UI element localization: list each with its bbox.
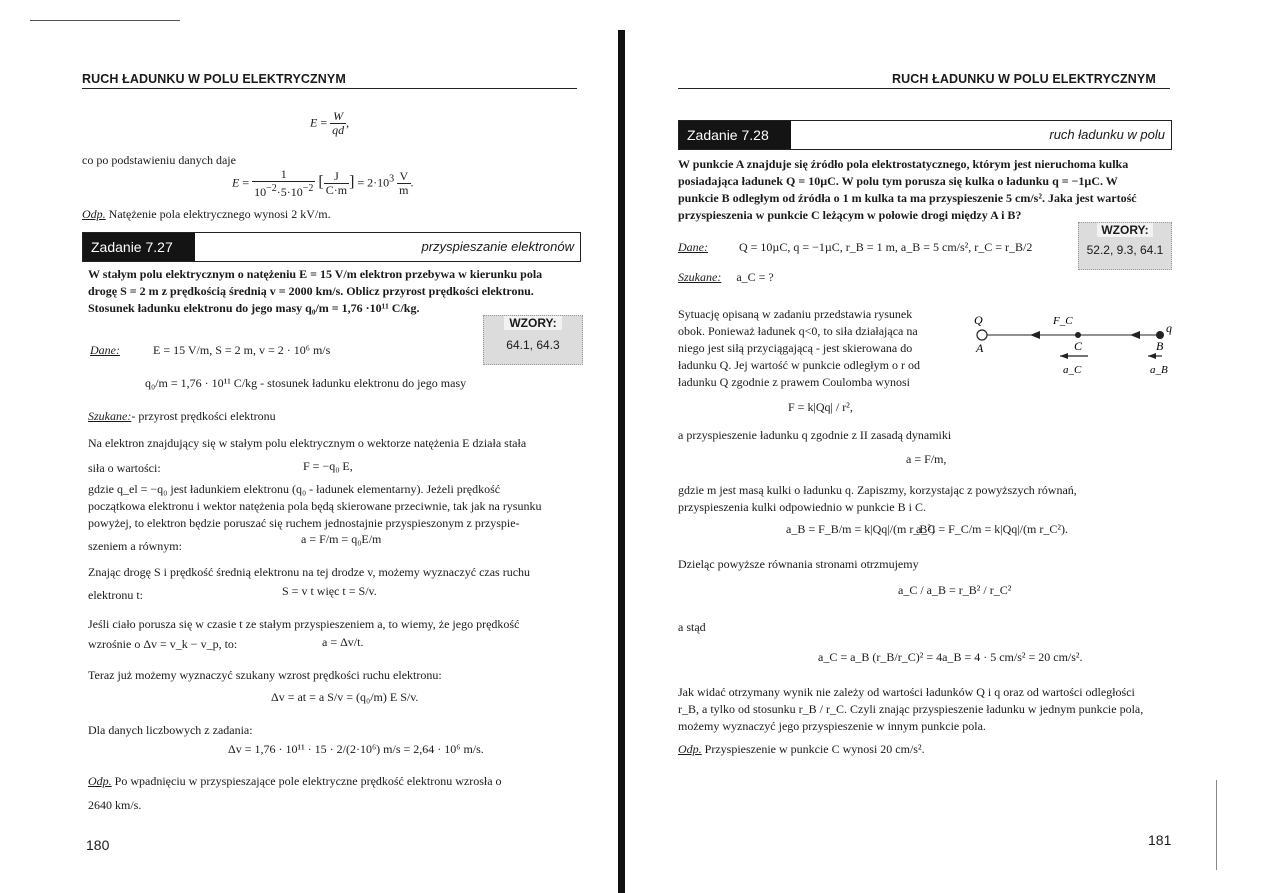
task-number: Zadanie 7.27 [83, 233, 195, 261]
statement-line-1: W stałym polu elektrycznym o natężeniu E = 15 V/m elektron przebywa w kierunku pola [88, 267, 543, 281]
scan-artifact-line [30, 20, 180, 21]
statement-line-3: punkcie B odległym od źródła o 1 m kulka ta ma przyspieszenie 5 cm/s². Jaka jest wartość [678, 191, 1137, 205]
formula-dv: a = Δv/t. [322, 635, 364, 649]
label-Fc: F_C [1053, 315, 1073, 327]
body-hence: a stąd [678, 620, 706, 634]
body-mass-line-1: gdzie m jest masą kulki o ładunku q. Zapiszmy, korzystając z powyższych równań, [678, 483, 1077, 497]
header-rule [82, 88, 577, 89]
statement-line-4: przyspieszenia w punkcie C leżącym w połowie drogi między A i B? [678, 208, 1022, 222]
source-charge [977, 330, 987, 340]
formula-e-work: E = $\frac{W}{qd}$ , [310, 109, 350, 137]
force-b-arrowhead [1130, 331, 1140, 339]
page-number: 181 [1148, 832, 1172, 848]
accel-c-arrowhead [1060, 353, 1068, 359]
formulas-reference-box [483, 315, 583, 365]
running-header: RUCH ŁADUNKU W POLU ELEKTRYCZNYM [82, 72, 346, 86]
label-ac: a_C [1063, 364, 1082, 376]
conclusion-line-1: Jak widać otrzymany wynik nie zależy od wartości ładunków Q i q oraz od wartości odległości [678, 685, 1135, 699]
formulas-refs: 52.2, 9.3, 64.1 [1086, 243, 1164, 257]
answer-row: Odp. Przyspieszenie w punkcie C wynosi 20 cm/s². [678, 742, 925, 756]
body-mass-line-2: przyspieszenia kulki odpowiednio w punkcie B i C. [678, 500, 926, 514]
label-B: B [1156, 339, 1164, 353]
task-header-7-28 [678, 120, 1172, 150]
body-line-1: Na elektron znajdujący się w stałym polu elektrycznym o wektorze natężenia E działa stała [88, 436, 527, 450]
formula-coulomb: F = k|Qq| / r², [788, 400, 853, 414]
formula-acceleration: a = F/m = q₀E/m [301, 532, 382, 546]
statement-line-1: W punkcie A znajduje się źródło pola elektrostatycznego, którym jest nieruchoma kulka [678, 157, 1129, 171]
intro-line-3: niego jest siłą przyciągającą - jest skierowana do [678, 341, 913, 355]
body-line-2: siła o wartości: [88, 461, 161, 475]
point-c [1075, 332, 1081, 338]
right-page [628, 0, 1263, 893]
body-line-4: początkowa elektronu i wektor natężenia pola będą skierowane przeciwnie, tak jak na rysunku [88, 499, 542, 513]
formula-ratio: a_C / a_B = r_B² / r_C² [898, 583, 1012, 597]
label-q: q [1166, 321, 1172, 335]
formula-aB: a_B = F_B/m = k|Qq|/(m r_B²) [786, 522, 935, 536]
sought-row: Szukane: a_C = ? [678, 270, 774, 284]
body-line-3: gdzie q_el = −q₀ jest ładunkiem elektronu (q₀ - ładunek elementarny). Jeżeli prędkość [88, 482, 501, 496]
formulas-title: WZORY: [504, 316, 563, 330]
body-line-7: Znając drogę S i prędkość średnią elektronu na tej drodze v, możemy wyznaczyć czas ruchu [88, 565, 531, 579]
body-line-5: powyżej, to elektron będzie poruszać się ruchem jednostajnie przyspieszonym z przyspie- [88, 516, 520, 530]
book-spine [618, 30, 625, 893]
sought-row: Szukane:- przyrost prędkości elektronu [88, 409, 276, 423]
intro-line-1: Sytuację opisaną w zadaniu przedstawia rysunek [678, 307, 913, 321]
formula-dv-expanded: Δv = at = a S/v = (q₀/m) E S/v. [271, 690, 419, 704]
accel-b-arrowhead [1148, 353, 1156, 359]
label-aB: a_B [1150, 364, 1168, 376]
conclusion-line-2: r_B, a tylko od stosunku r_B / r_C. Czyli znając przyspieszenie ładunku w jednym punkcie pola, [678, 702, 1144, 716]
statement-line-2: posiadająca ładunek Q = 10µC. W polu tym porusza się kulka o ładunku q = −1µC. W [678, 174, 1118, 188]
force-arrowhead [1030, 331, 1040, 339]
given-row: Dane: Q = 10µC, q = −1µC, r_B = 1 m, a_B = 5 cm/s², r_C = r_B/2 [678, 240, 1033, 254]
running-header: RUCH ŁADUNKU W POLU ELEKTRYCZNYM [892, 72, 1156, 86]
formulas-refs: 64.1, 64.3 [506, 338, 560, 352]
body-line-10: wzrośnie o Δv = v_k − v_p, to: [88, 637, 238, 651]
formula-aC: a_C = F_C/m = k|Qq|/(m r_C²). [916, 522, 1068, 536]
formula-numeric: Δv = 1,76 · 10¹¹ · 15 · 2/(2·10⁶) m/s = 2,64 · 10⁶ m/s. [228, 742, 484, 756]
body-line-12: Dla danych liczbowych z zadania: [88, 723, 253, 737]
formula-time: S = v t więc t = S/v. [282, 584, 377, 598]
given-ratio-row: q₀/m = 1,76 · 10¹¹ C/kg - stosunek ładunku elektronu do jego masy [145, 376, 467, 390]
page-number: 180 [86, 837, 110, 853]
label-Q: Q [974, 313, 983, 327]
header-rule [678, 88, 1170, 89]
label-A: A [976, 341, 984, 355]
body-line-9: Jeśli ciało porusza się w czasie t ze stałym przyspieszeniem a, to wiemy, że jego prędkość [88, 617, 520, 631]
statement-line-2: drogę S = 2 m z prędkością średnią v = 2000 km/s. Oblicz przyrost prędkości elektronu. [88, 284, 534, 298]
charge-diagram [968, 310, 1178, 380]
test-charge [1156, 331, 1164, 339]
body-line-11: Teraz już możemy wyznaczyć szukany wzrost prędkości ruchu elektronu: [88, 668, 442, 682]
formulas-reference-box [1078, 222, 1172, 270]
intro-line-4: ładunku Q. Jej wartość w punkcie odległym o r od [678, 358, 920, 372]
formulas-title: WZORY: [1097, 223, 1152, 237]
paragraph-substitution: co po podstawieniu danych daje [82, 153, 236, 167]
scan-artifact-edge [1216, 780, 1217, 870]
statement-line-3: Stosunek ładunku elektronu do jego masy q₀/m = 1,76 ·10¹¹ C/kg. [88, 301, 420, 315]
answer-row-2: 2640 km/s. [88, 798, 142, 812]
answer-row: Odp. Po wpadnięciu w przyspieszające pole elektryczne prędkość elektronu wzrosła o [88, 774, 502, 788]
conclusion-line-3: możemy wyznaczyć jego przyspieszenie w innym punkcie pola. [678, 719, 986, 733]
formula-newton: a = F/m, [906, 452, 947, 466]
body-line-6: szeniem a równym: [88, 539, 182, 553]
intro-line-2: obok. Ponieważ ładunek q<0, to siła działająca na [678, 324, 918, 338]
body-newton: a przyspieszenie ładunku q zgodnie z II zasadą dynamiki [678, 428, 952, 442]
left-page [0, 0, 615, 893]
formula-force: F = −q₀ E, [303, 459, 353, 473]
formula-e-substituted: E = $\frac{1}{10^{-2}\cdot 5\cdot 10^{-2}}$ [ $\frac{J}{C\cdot m}$ ] = $2\cdot 10^3$ $\frac{V}{m}$ . [232, 167, 414, 199]
task-topic: przyspieszanie elektronów [421, 239, 574, 254]
body-divide: Dzieląc powyższe równania stronami otrzmujemy [678, 557, 919, 571]
intro-line-5: ładunku Q zgodnie z prawem Coulomba wynosi [678, 375, 910, 389]
label-C: C [1074, 339, 1083, 353]
answer-previous: Odp. Natężenie pola elektrycznego wynosi 2 kV/m. [82, 207, 331, 221]
body-line-8: elektronu t: [88, 588, 143, 602]
task-header-7-27 [82, 232, 581, 262]
given-row: Dane: E = 15 V/m, S = 2 m, v = 2 · 10⁶ m/s [90, 343, 331, 357]
formula-final: a_C = a_B (r_B/r_C)² = 4a_B = 4 · 5 cm/s² = 20 cm/s². [818, 650, 1083, 664]
task-topic: ruch ładunku w polu [1049, 127, 1165, 142]
task-number: Zadanie 7.28 [679, 121, 791, 149]
